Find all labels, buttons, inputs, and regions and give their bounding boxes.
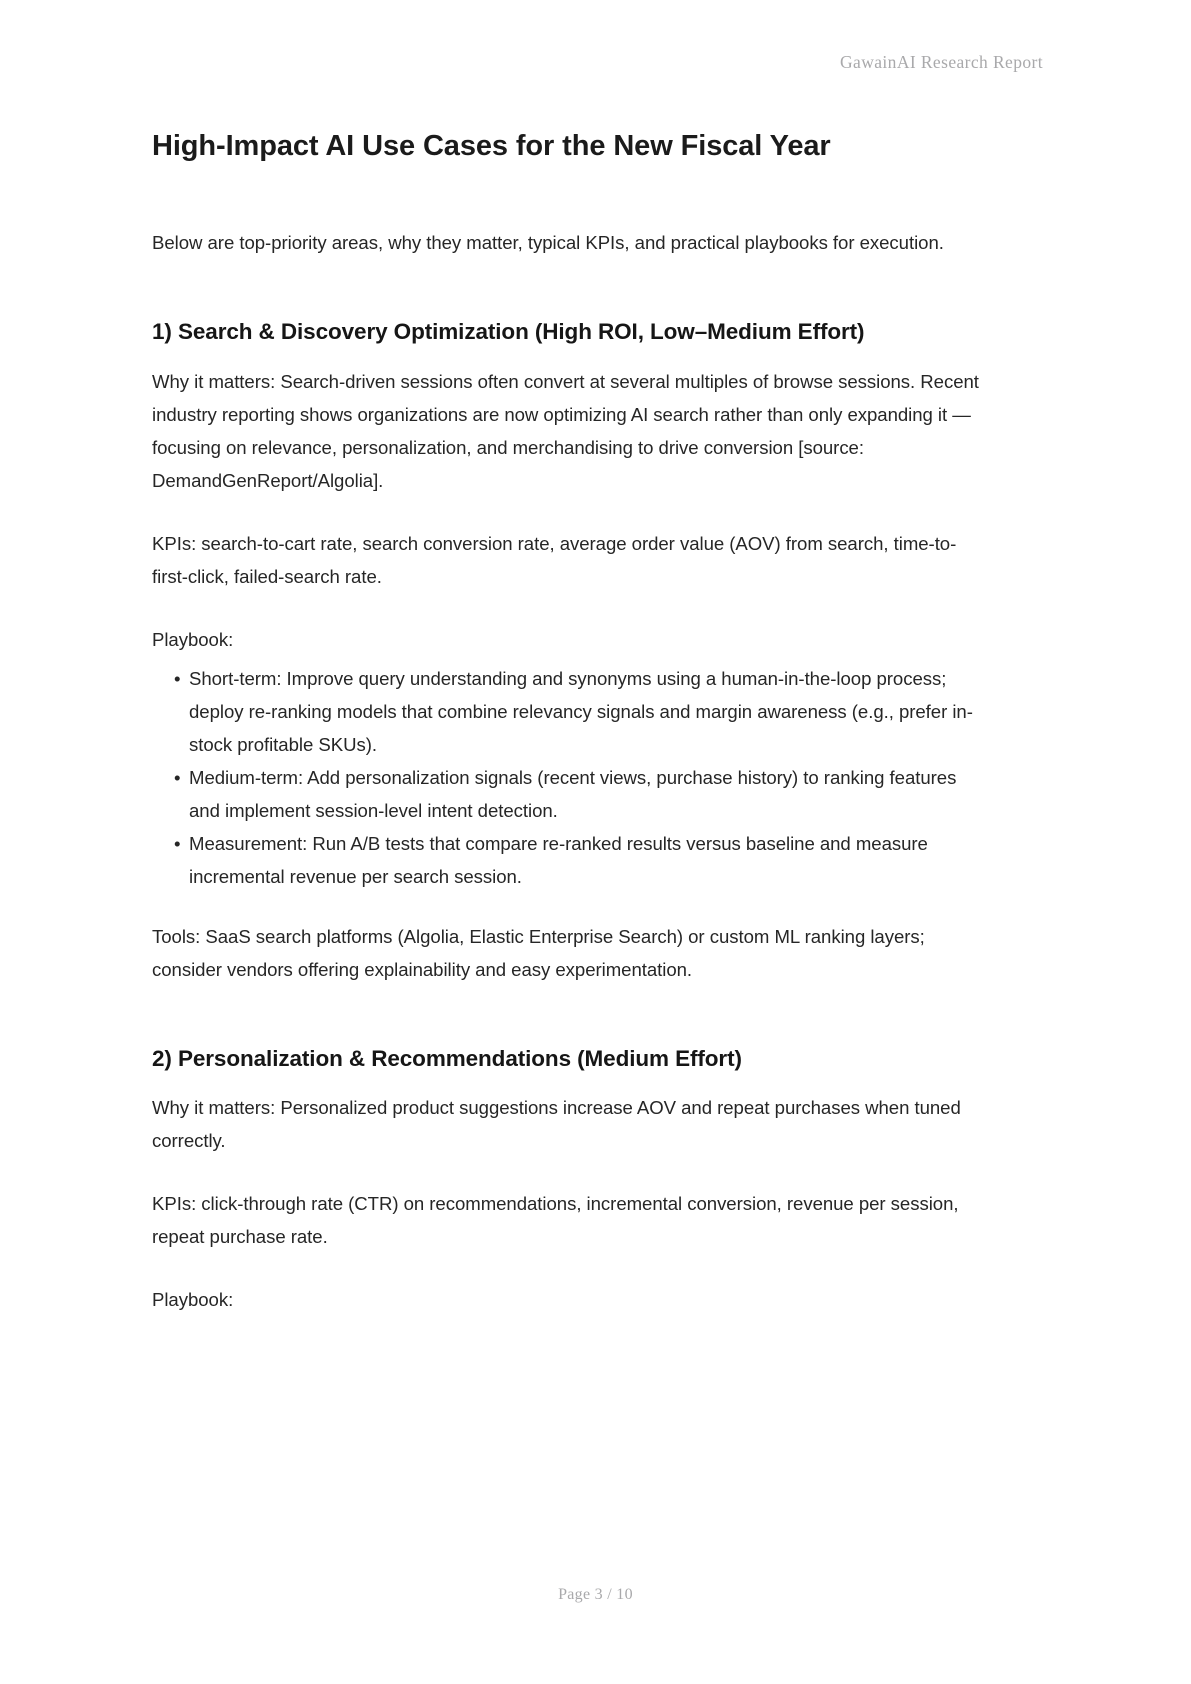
bullet-icon: • <box>174 667 181 689</box>
list-item-text: Short-term: Improve query understanding and synonyms using a human-in-the-loop process; deploy re-ranking models that combine relevancy signals and margin awareness (e.g., prefer in-stock profitable SKUs). <box>189 667 973 755</box>
section-2-playbook-label: Playbook: <box>152 1288 234 1310</box>
list-item <box>152 827 982 893</box>
running-header: GawainAI Research Report <box>840 52 1043 72</box>
section-2-why-it-matters: Why it matters: Personalized product suggestions increase AOV and repeat purchases when tuned correctly. <box>152 1096 961 1151</box>
bullet-icon: • <box>174 832 181 854</box>
list-tools-gap <box>152 893 982 920</box>
title-spacer <box>152 164 982 226</box>
section-1-heading: 1) Search & Discovery Optimization (High ROI, Low–Medium Effort) <box>152 319 865 345</box>
list-item-text: Measurement: Run A/B tests that compare re-ranked results versus baseline and measure incremental revenue per search session. <box>189 832 928 887</box>
document-body <box>152 128 982 1316</box>
list-item <box>152 761 982 827</box>
section-search-discovery <box>152 317 982 985</box>
section-personalization-recommendations <box>152 1044 982 1316</box>
section-1-playbook-list <box>152 662 982 893</box>
intro-paragraph: Below are top-priority areas, why they matter, typical KPIs, and practical playbooks for execution. <box>152 232 944 254</box>
section-1-kpis: KPIs: search-to-cart rate, search conversion rate, average order value (AOV) from search, time-to-first-click, failed-search rate. <box>152 532 957 587</box>
section-2-kpis: KPIs: click-through rate (CTR) on recommendations, incremental conversion, revenue per session, repeat purchase rate. <box>152 1192 959 1247</box>
section-2-heading: 2) Personalization & Recommendations (Medium Effort) <box>152 1045 742 1071</box>
page-footer: Page 3 / 10 <box>558 1586 633 1603</box>
section-spacer-1 <box>152 259 982 317</box>
section-1-why-it-matters: Why it matters: Search-driven sessions often convert at several multiples of browse sessions. Recent industry reporting shows organizations are now optimizing AI search rather than only expanding it — focusing on relevance, personalization, and merchandising to drive conversion [source: DemandGenReport/Algolia]. <box>152 370 979 491</box>
list-item-text: Medium-term: Add personalization signals (recent views, purchase history) to ranking features and implement session-level intent detection. <box>189 766 957 821</box>
list-item <box>152 662 982 761</box>
section-spacer-2 <box>152 986 982 1044</box>
section-1-playbook-label: Playbook: <box>152 628 234 650</box>
bullet-icon: • <box>174 766 181 788</box>
section-1-tools: Tools: SaaS search platforms (Algolia, Elastic Enterprise Search) or custom ML ranking layers; consider vendors offering explainability and easy experimentation. <box>152 925 925 980</box>
page-title: High-Impact AI Use Cases for the New Fiscal Year <box>152 130 831 162</box>
